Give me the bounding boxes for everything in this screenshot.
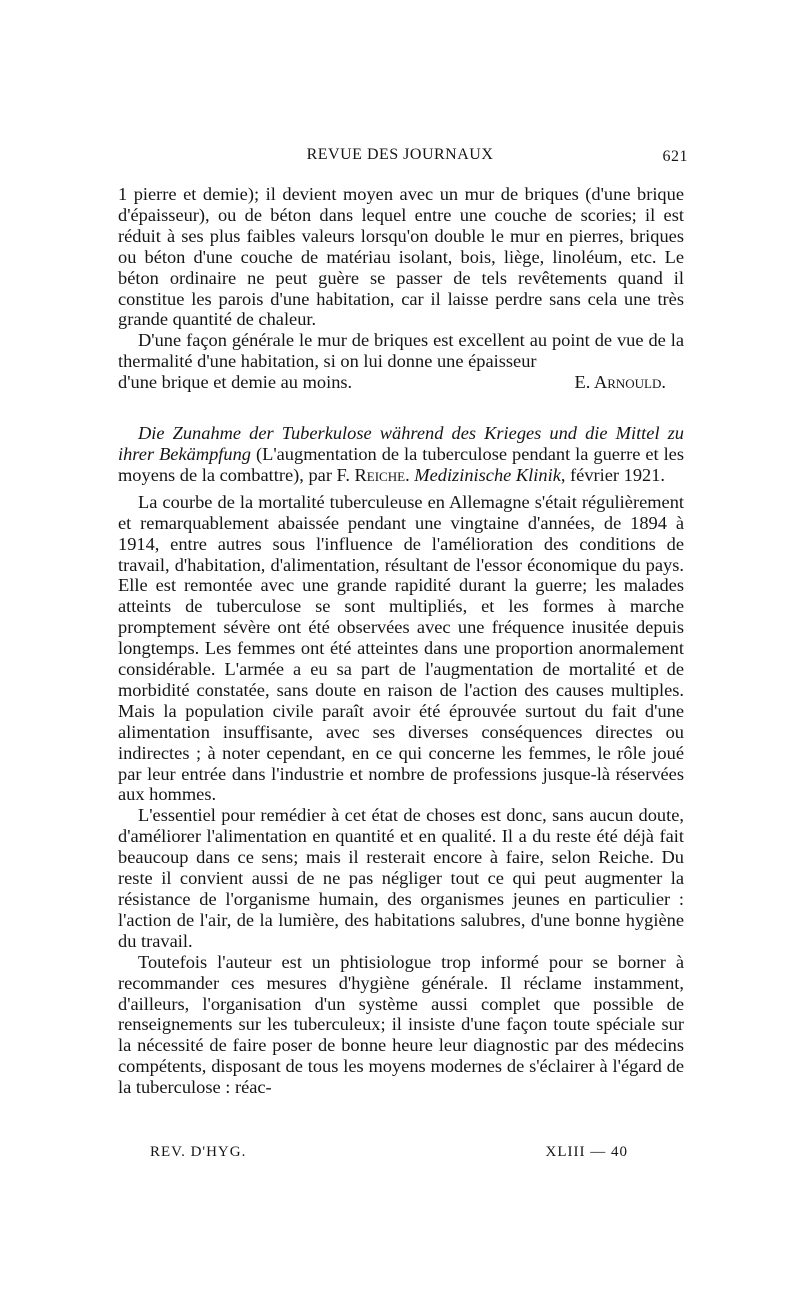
closing-text: d'une brique et demie au moins. bbox=[118, 372, 353, 393]
body-paragraph: L'essentiel pour remédier à cet état de choses est donc, sans aucun doute, d'améliorer l'alimentation en quantité et en qualité. Il a du reste été déjà fait beaucoup dans ce sens; mais il resterait encore à faire, selon Reiche. Du reste il convient aussi de ne pas négliger tout ce qui peut augmenter la résistance de l'organisme humain, des organismes jeunes en particulier : l'action de l'air, de la lumière, des habitations salubres, d'une bonne hygiène du travail. bbox=[118, 805, 684, 951]
citation-separator: . bbox=[405, 464, 415, 485]
conclusion-paragraph: D'une façon générale le mur de briques est excellent au point de vue de la thermalité d'une habitation, si on lui donne une épaisseur bbox=[118, 330, 684, 372]
page-body bbox=[118, 184, 684, 1098]
journal-abbreviation: REV. D'HYG. bbox=[150, 1144, 247, 1160]
reviewed-author: Reiche bbox=[354, 464, 406, 485]
running-title: REVUE DES JOURNAUX bbox=[306, 146, 494, 163]
continued-paragraph: 1 pierre et demie); il devient moyen avec un mur de briques (d'une brique d'épaisseur), ou de béton dans lequel entre une couche de scories; il est réduit à ses plus faibles valeurs lorsqu'on double le mur en pierres, briques ou béton d'une couche de matériau isolant, bois, liège, linoléum, etc. Le béton ordinaire ne peut guère se passer de tels revêtements quand il constitue les parois d'une habitation, car il laisse perdre sans cela une très grande quantité de chaleur. bbox=[118, 184, 684, 330]
review-citation bbox=[118, 423, 684, 486]
sheet-signature: XLIII — 40 bbox=[545, 1144, 628, 1160]
body-paragraph: La courbe de la mortalité tuberculeuse en Allemagne s'était régulièrement et remarquablement abaissée pendant une vingtaine d'années, de 1894 à 1914, entre autres sous l'influence de l'amélioration des conditions de travail, d'habitation, d'alimentation, résultant de l'essor économique du pays. Elle est remontée avec une grande rapidité durant la guerre; les malades atteints de tuberculose se sont multipliés, et les formes à marche promptement sévère ont été observées avec une fréquence inusitée depuis longtemps. Les femmes ont été atteintes dans une proportion anormalement considérable. L'armée a eu sa part de l'augmentation de mortalité et de morbidité constatée, sans doute en raison de l'action des causes multiples. Mais la population civile paraît avoir été éprouvée surtout du fait d'une alimentation insuffisante, avec ses diverses conséquences directes ou indirectes ; à noter cependant, en ce qui concerne les femmes, le rôle joué par leur entrée dans l'industrie et nombre de professions jusque-là réservées aux hommes. bbox=[118, 491, 684, 805]
body-paragraph: Toutefois l'auteur est un phtisiologue trop informé pour se borner à recommander ces mesures d'hygiène générale. Il réclame instamment, d'ailleurs, l'organisation d'un système aussi complet que possible de renseignements sur les tuberculeux; il insiste d'une façon toute spéciale sur la nécessité de faire poser de bonne heure leur diagnostic par des médecins compétents, disposant de tous les moyens modernes de s'éclairer à l'égard de la tuberculose : réac- bbox=[118, 951, 684, 1098]
french-title: (L'augmentation de la tuberculose pendant la guerre et les moyens de la combattre), par F. bbox=[118, 443, 685, 485]
journal-name: Medizinische Klinik bbox=[414, 464, 561, 485]
page-number: 621 bbox=[662, 148, 688, 165]
article-author: E. Arnould. bbox=[574, 372, 666, 393]
citation-date: , février 1921. bbox=[560, 464, 666, 485]
page-header bbox=[112, 146, 688, 170]
german-title: Die Zunahme der Tuberkulose während des Krieges und die Mittel zu ihrer Bekämpfung bbox=[118, 423, 684, 464]
article-signoff bbox=[118, 372, 684, 393]
